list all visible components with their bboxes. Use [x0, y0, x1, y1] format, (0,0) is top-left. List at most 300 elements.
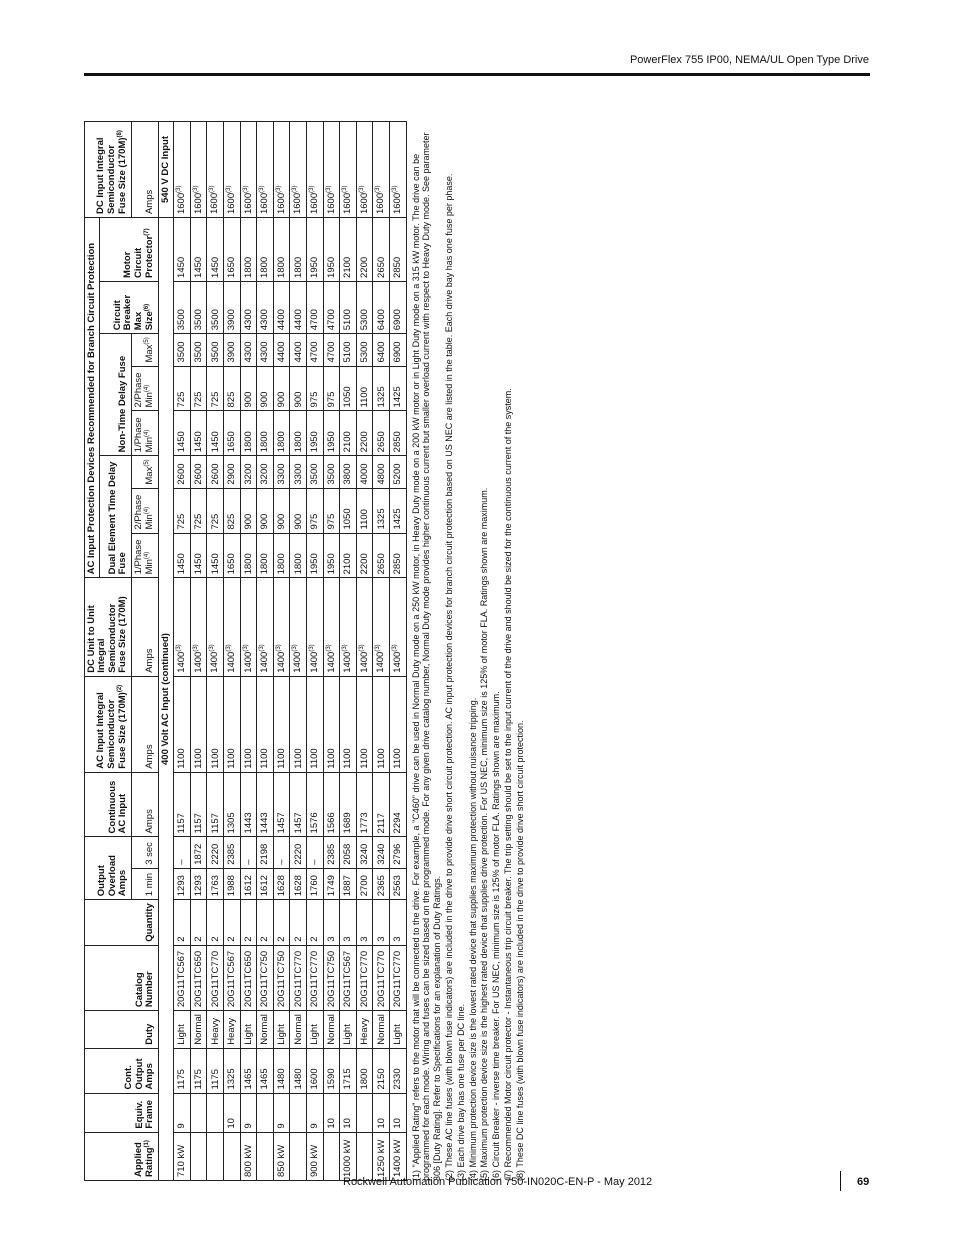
table-cell: 4300	[257, 334, 274, 366]
col-duty: Duty	[85, 1011, 159, 1049]
table-cell: 1600$^{(3)}$	[373, 122, 390, 218]
footnote: (5) Maximum protection device size is the highest rated device that supplies drive protection. For US NEC, minimum size is 125% of motor FLA. Ratings shown are maximum.	[479, 487, 490, 1181]
table-cell: 20G11TC770	[356, 945, 373, 1010]
table-cell: 4400	[273, 334, 290, 366]
table-cell: 975	[306, 488, 323, 533]
table-cell: 1950	[323, 411, 340, 456]
table-cell: 1576	[306, 772, 323, 837]
table-cell: 1650	[224, 533, 241, 578]
table-cell: 2294	[389, 772, 406, 837]
table-cell: 1157	[190, 772, 207, 837]
table-cell: 4000	[356, 456, 373, 488]
table-cell: 900	[290, 488, 307, 533]
table-cell: 2	[306, 900, 323, 946]
table-cell: 1749	[323, 868, 340, 899]
table-cell: 20G11TC650	[190, 945, 207, 1010]
table-cell: 10	[389, 1093, 406, 1132]
table-cell: 900	[240, 366, 257, 411]
table-cell: 4700	[323, 281, 340, 333]
table-cell: 1100	[356, 366, 373, 411]
table-cell: 1450	[174, 533, 191, 578]
table-cell: 1175	[207, 1048, 224, 1093]
table-cell: 2220	[207, 837, 224, 868]
footer-publication: Rockwell Automation Publication 750-IN020C-EN-P - May 2012	[343, 1176, 653, 1188]
col-cb: Circuit Breaker Max Size$^{(6)}$	[100, 281, 158, 333]
table-cell: 3240	[373, 837, 390, 868]
table-cell: 1157	[174, 772, 191, 837]
table-cell	[257, 1093, 274, 1132]
table-cell: 710 kW	[174, 1132, 191, 1180]
table-cell: –	[174, 837, 191, 868]
table-cell: 1100	[356, 488, 373, 533]
table-cell: 825	[224, 366, 241, 411]
table-cell: Heavy	[224, 1011, 241, 1049]
table-cell: 1250 kW	[373, 1132, 390, 1180]
footnotes	[411, 121, 526, 1181]
table-cell: 2850	[389, 411, 406, 456]
table-cell: 4700	[306, 334, 323, 366]
footnote: (3) Each drive bay has one fuse per DC line.	[455, 1003, 466, 1181]
col-ac-fuse: AC Input Integral Semiconductor Fuse Size $(170M)^{(2)}$	[85, 676, 132, 772]
col-1ph: 1/Phase Min$^{(4)}$	[131, 411, 158, 456]
col-cont-ac: Continuous AC Input	[85, 772, 132, 837]
table-cell: 1872	[190, 837, 207, 868]
table-cell: Light	[240, 1011, 257, 1049]
footnote: (1) "Applied Rating" refers to the motor that will be connected to the drive. For example, a "C460" drive can be used in Normal Duty mode on a 250 kW motor, in Heavy Duty mode on a 200 kW motor or in Light Duty mode on a 315 kW motor. The drive can be programmed for each mode. Wiring and fuses can be sized based on the programmed mode. For any given drive catalog number, Normal Duty mode provides higher continuous current but smaller overload current with respect to Heavy Duty mode. See parameter 306 [Duty Rating]. Refer to Specifications for an explanation of Duty Ratings.	[410, 132, 443, 1181]
table-row	[340, 122, 357, 1181]
table-cell: 5300	[356, 334, 373, 366]
table-row	[306, 122, 323, 1181]
table-cell: 3800	[340, 456, 357, 488]
table-cell: 6900	[389, 334, 406, 366]
table-row	[389, 122, 406, 1181]
table-cell: 1100	[257, 676, 274, 772]
table-cell: 1600$^{(3)}$	[174, 122, 191, 218]
band-dc: 540 V DC Input	[158, 122, 173, 218]
table-cell: 4300	[240, 281, 257, 333]
table-cell: 2600	[174, 456, 191, 488]
col-dual: Dual Element Time Delay Fuse	[100, 456, 131, 578]
table-cell: 1800	[356, 1048, 373, 1093]
table-cell	[190, 1132, 207, 1180]
table-cell: 1400$^{(3)}$	[190, 578, 207, 676]
table-cell: 2100	[340, 218, 357, 282]
table-body	[158, 122, 406, 1181]
col-amps: Amps	[131, 772, 158, 837]
col-amps: Amps	[131, 676, 158, 772]
table-cell: 725	[190, 488, 207, 533]
col-frame: Equiv. Frame	[85, 1093, 159, 1132]
table-cell: 2900	[224, 456, 241, 488]
table-cell: 3	[356, 900, 373, 946]
table-cell: 2058	[340, 837, 357, 868]
table-cell: 900	[240, 488, 257, 533]
table-cell: 725	[174, 488, 191, 533]
table-cell: Normal	[323, 1011, 340, 1049]
table-cell: 1773	[356, 772, 373, 837]
col-cont-amps: Cont. Output Amps	[85, 1048, 159, 1093]
col-dc-fuse: DC Input Integral Semiconductor Fuse Size $(170M)^{(8)}$	[85, 122, 132, 218]
table-cell: 9	[273, 1093, 290, 1132]
table-cell	[207, 1132, 224, 1180]
table-cell: 1800	[257, 533, 274, 578]
table-cell: 1100	[389, 676, 406, 772]
table-cell: 1590	[323, 1048, 340, 1093]
page-number: 69	[857, 1176, 870, 1188]
table-cell: 1325	[224, 1048, 241, 1093]
table-cell: Light	[174, 1011, 191, 1049]
table-cell: 2650	[373, 218, 390, 282]
table-cell: 1566	[323, 772, 340, 837]
table-cell: 2100	[340, 411, 357, 456]
table-cell: 3500	[174, 334, 191, 366]
table-cell: 2	[240, 900, 257, 946]
table-cell: 2563	[389, 868, 406, 899]
table-cell: 1400$^{(3)}$	[373, 578, 390, 676]
table-row	[224, 122, 241, 1181]
col-max: Max$^{(5)}$	[131, 334, 158, 366]
table-cell: 1400$^{(3)}$	[306, 578, 323, 676]
table-cell: 3	[323, 900, 340, 946]
footnote: (8) These DC line fuses (with blown fuse indicators) are included in the drive to provide drive short circuit protection.	[514, 720, 525, 1181]
table-cell: 1800	[240, 533, 257, 578]
table-cell: 2117	[373, 772, 390, 837]
table-cell: 1600$^{(3)}$	[224, 122, 241, 218]
table-cell: 1950	[306, 218, 323, 282]
table-cell: 975	[323, 488, 340, 533]
col-1min: 1 min	[131, 868, 158, 899]
table-cell: Light	[389, 1011, 406, 1049]
table-cell: –	[306, 837, 323, 868]
col-protect: AC Input Protection Devices Recommended for Branch Circuit Protection	[85, 218, 100, 578]
table-cell: 1600$^{(3)}$	[306, 122, 323, 218]
table-cell: 1600$^{(3)}$	[190, 122, 207, 218]
table-cell: 1400 kW	[389, 1132, 406, 1180]
table-cell: 1100	[273, 676, 290, 772]
table-cell: 4400	[290, 281, 307, 333]
table-cell: 1175	[190, 1048, 207, 1093]
table-cell: 3900	[224, 334, 241, 366]
table-cell: 20G11TC567	[224, 945, 241, 1010]
table-row	[323, 122, 340, 1181]
table-cell: 1305	[224, 772, 241, 837]
table-cell: 900	[257, 488, 274, 533]
table-cell: 3500	[306, 456, 323, 488]
col-3sec: 3 sec	[131, 837, 158, 868]
table-cell: 1400$^{(3)}$	[224, 578, 241, 676]
footnote: (7) Recommended Motor circuit protector - Instantaneous trip circuit breaker. The trip setting should be set to the input current of the drive and should be sized for the continuous current of the system.	[502, 388, 513, 1181]
table-cell: 1800	[240, 411, 257, 456]
table-cell: 1480	[290, 1048, 307, 1093]
table-cell: 1600$^{(3)}$	[240, 122, 257, 218]
table-cell: 1800	[273, 533, 290, 578]
table-cell: 2385	[323, 837, 340, 868]
table-cell: 725	[207, 366, 224, 411]
table-cell: 1100	[340, 676, 357, 772]
table-cell: 1450	[174, 411, 191, 456]
table-cell: 2150	[373, 1048, 390, 1093]
table-cell: 1887	[340, 868, 357, 899]
table-cell: 1650	[224, 218, 241, 282]
table-cell: 3900	[224, 281, 241, 333]
table-cell: 1465	[240, 1048, 257, 1093]
table-cell: 4400	[290, 334, 307, 366]
table-cell: 1612	[257, 868, 274, 899]
table-cell: 1600$^{(3)}$	[273, 122, 290, 218]
table-cell: 1325	[373, 366, 390, 411]
table-cell: 3500	[323, 456, 340, 488]
table-cell: 1760	[306, 868, 323, 899]
table-cell: 1157	[207, 772, 224, 837]
table-cell: 900	[273, 488, 290, 533]
table-cell: 1600$^{(3)}$	[323, 122, 340, 218]
table-cell: 9	[174, 1093, 191, 1132]
table-cell: 2	[224, 900, 241, 946]
table-cell: 1600$^{(3)}$	[207, 122, 224, 218]
table-cell: 3500	[190, 334, 207, 366]
table-cell: 1457	[290, 772, 307, 837]
table-cell: –	[240, 837, 257, 868]
table-cell: 1600$^{(3)}$	[389, 122, 406, 218]
table-cell: 1400$^{(3)}$	[273, 578, 290, 676]
table-cell: 2220	[290, 837, 307, 868]
table-cell: 1400$^{(3)}$	[174, 578, 191, 676]
table-cell: 1600$^{(3)}$	[356, 122, 373, 218]
table-cell: 2	[257, 900, 274, 946]
table-row	[290, 122, 307, 1181]
table-cell: 9	[240, 1093, 257, 1132]
table-cell: Normal	[190, 1011, 207, 1049]
table-cell	[224, 1132, 241, 1180]
table-cell: 1293	[174, 868, 191, 899]
table-cell: 2200	[356, 411, 373, 456]
table-cell: 1293	[190, 868, 207, 899]
table-cell: 10	[373, 1093, 390, 1132]
table-cell: 20G11TC750	[323, 945, 340, 1010]
table-cell: 2600	[207, 456, 224, 488]
table-cell: 725	[190, 366, 207, 411]
col-2ph: 2/Phase Min$^{(4)}$	[131, 366, 158, 411]
table-cell: 1600$^{(3)}$	[290, 122, 307, 218]
table-cell: 1100	[373, 676, 390, 772]
table-cell: Light	[340, 1011, 357, 1049]
table-cell: 2	[207, 900, 224, 946]
table-cell: 20G11TC650	[240, 945, 257, 1010]
table-cell: 1325	[373, 488, 390, 533]
table-cell	[190, 1093, 207, 1132]
table-cell: 1400$^{(3)}$	[257, 578, 274, 676]
table-cell: 975	[306, 366, 323, 411]
fuse-table	[84, 121, 407, 1181]
table-cell: 1950	[306, 533, 323, 578]
table-cell: 2330	[389, 1048, 406, 1093]
table-cell: 3	[389, 900, 406, 946]
table-cell	[290, 1132, 307, 1180]
table-cell: 1950	[323, 218, 340, 282]
table-cell: 6400	[373, 281, 390, 333]
footnote: (2) These AC line fuses (with blown fuse indicators) are included in the drive to provide drive short circuit protection. AC input protection devices for branch circuit protection based on US NEC are listed in the table. Each drive bay has one fuse per phase.	[443, 173, 454, 1181]
table-cell: 1100	[356, 676, 373, 772]
table-cell: 3500	[190, 281, 207, 333]
table-cell: 5100	[340, 334, 357, 366]
footer-rule	[840, 1171, 841, 1191]
table-row	[356, 122, 373, 1181]
table-cell: 900	[273, 366, 290, 411]
table-cell: 4400	[273, 281, 290, 333]
table-cell: 1450	[207, 411, 224, 456]
table-cell: 1689	[340, 772, 357, 837]
footnote: (4) Minimum protection device size is the lowest rated device that supplies maximum protection without nuisance tripping.	[467, 697, 478, 1181]
rotated-content	[84, 101, 864, 1181]
table-cell: 2100	[340, 533, 357, 578]
table-cell: 3500	[207, 281, 224, 333]
band-ac: 400 Volt AC Input (continued)	[158, 218, 173, 1181]
table-cell: 900	[290, 366, 307, 411]
table-cell: 1400$^{(3)}$	[290, 578, 307, 676]
table-cell: 4700	[306, 281, 323, 333]
table-cell	[207, 1093, 224, 1132]
table-cell: 1600$^{(3)}$	[340, 122, 357, 218]
table-cell: 4300	[240, 334, 257, 366]
table-cell: 975	[323, 366, 340, 411]
table-cell: Heavy	[207, 1011, 224, 1049]
table-cell	[290, 1093, 307, 1132]
table-cell: 1800	[273, 218, 290, 282]
table-cell: 20G11TC567	[174, 945, 191, 1010]
table-cell: 1100	[174, 676, 191, 772]
table-cell: 1400$^{(3)}$	[207, 578, 224, 676]
table-cell: 3500	[174, 281, 191, 333]
table-cell: 2796	[389, 837, 406, 868]
table-cell: 5300	[356, 281, 373, 333]
table-row	[373, 122, 390, 1181]
table-cell: 20G11TC770	[306, 945, 323, 1010]
table-cell: 2	[290, 900, 307, 946]
table-cell: 1650	[224, 411, 241, 456]
table-cell: 1450	[190, 533, 207, 578]
table-cell: 20G11TC750	[273, 945, 290, 1010]
table-cell: 1950	[323, 533, 340, 578]
table-cell: 800 kW	[240, 1132, 257, 1180]
table-cell: 900 kW	[306, 1132, 323, 1180]
table-cell: 9	[306, 1093, 323, 1132]
col-nontime: Non-Time Delay Fuse	[100, 334, 131, 456]
table-cell: 1400$^{(3)}$	[389, 578, 406, 676]
col-mcp: Motor Circuit Protector$^{(7)}$	[100, 218, 158, 282]
header-rule	[84, 73, 870, 76]
table-cell: 3300	[273, 456, 290, 488]
table-cell: 4800	[373, 456, 390, 488]
table-cell: 20G11TC770	[290, 945, 307, 1010]
table-cell: 1100	[207, 676, 224, 772]
table-cell: 1050	[340, 488, 357, 533]
table-cell: 1628	[290, 868, 307, 899]
table-cell: 2198	[257, 837, 274, 868]
table-row	[257, 122, 274, 1181]
table-cell: Normal	[257, 1011, 274, 1049]
table-cell: 1800	[290, 218, 307, 282]
table-cell: 1400$^{(3)}$	[323, 578, 340, 676]
table-cell: 4300	[257, 281, 274, 333]
table-cell: 1800	[257, 218, 274, 282]
table-cell: Light	[273, 1011, 290, 1049]
table-cell: 1400$^{(3)}$	[340, 578, 357, 676]
table-cell: 2	[174, 900, 191, 946]
table-cell: 1800	[257, 411, 274, 456]
table-cell: 1100	[306, 676, 323, 772]
table-cell: 1450	[174, 218, 191, 282]
table-cell	[323, 1132, 340, 1180]
table-cell: 1480	[273, 1048, 290, 1093]
table-cell: 1450	[207, 533, 224, 578]
table-row	[190, 122, 207, 1181]
table-cell: 2200	[356, 533, 373, 578]
col-applied: Applied Rating$^{(1)}$	[85, 1132, 159, 1180]
table-cell: Light	[306, 1011, 323, 1049]
table-cell: 1050	[340, 366, 357, 411]
col-amps: Amps	[131, 578, 158, 676]
table-cell: 1100	[224, 676, 241, 772]
col-overload: Output Overload Amps	[85, 837, 132, 900]
table-cell: 5100	[340, 281, 357, 333]
table-cell: 2385	[224, 837, 241, 868]
table-cell: 1425	[389, 488, 406, 533]
table-cell: 725	[174, 366, 191, 411]
table-cell: 2365	[373, 868, 390, 899]
table-cell: 850 kW	[273, 1132, 290, 1180]
col-dc-unit: DC Unit to Unit Integral Semiconductor Fuse Size (170M)	[85, 578, 132, 676]
table-cell: 1465	[257, 1048, 274, 1093]
table-cell: 20G11TC567	[340, 945, 357, 1010]
col-quantity: Quantity	[85, 900, 159, 946]
table-cell: 3500	[207, 334, 224, 366]
table-cell: 1950	[306, 411, 323, 456]
table-cell: 1763	[207, 868, 224, 899]
table-cell: 1457	[273, 772, 290, 837]
table-cell: Heavy	[356, 1011, 373, 1049]
table-cell: 1425	[389, 366, 406, 411]
table-cell: 6900	[389, 281, 406, 333]
table-cell: 1100	[190, 676, 207, 772]
table-cell: 20G11TC770	[207, 945, 224, 1010]
table-cell: 2200	[356, 218, 373, 282]
col-2ph: 2/Phase Min$^{(4)}$	[131, 488, 158, 533]
footnote: (6) Circuit Breaker - inverse time breaker. For US NEC, minimum size is 125% of motor FLA. Ratings shown are maximum.	[491, 691, 502, 1181]
table-cell: –	[273, 837, 290, 868]
table-cell: 6400	[373, 334, 390, 366]
table-cell: 20G11TC770	[373, 945, 390, 1010]
table-cell: 2850	[389, 218, 406, 282]
table-cell: 2650	[373, 411, 390, 456]
table-cell: 10	[340, 1093, 357, 1132]
table-row	[207, 122, 224, 1181]
table-cell: 1800	[273, 411, 290, 456]
table-cell: 1175	[174, 1048, 191, 1093]
col-max: Max$^{(5)}$	[131, 456, 158, 488]
table-cell: 20G11TC750	[257, 945, 274, 1010]
table-cell: 3300	[290, 456, 307, 488]
table-cell: 1715	[340, 1048, 357, 1093]
col-catalog: Catalog Number	[85, 945, 159, 1010]
table-cell: 1100	[240, 676, 257, 772]
table-cell: 1100	[290, 676, 307, 772]
table-row	[273, 122, 290, 1181]
table-cell: 1800	[290, 411, 307, 456]
table-cell: 3	[340, 900, 357, 946]
table-cell: 3	[373, 900, 390, 946]
table-cell: 1450	[190, 218, 207, 282]
table-cell: 10	[323, 1093, 340, 1132]
